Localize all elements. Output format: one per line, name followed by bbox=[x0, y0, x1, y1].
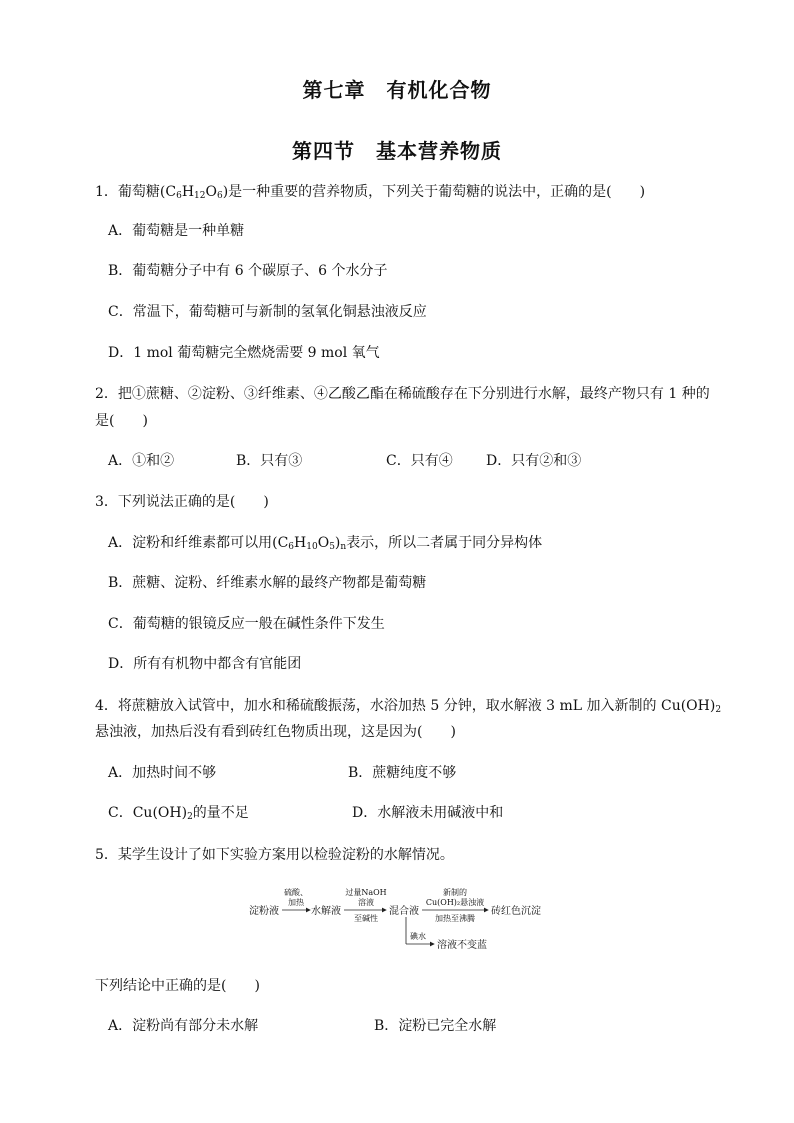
question-3-option-c[interactable]: C．葡萄糖的银镜反应一般在碱性条件下发生 bbox=[108, 616, 385, 632]
question-4-option-b[interactable]: B．蔗糖纯度不够 bbox=[348, 765, 457, 781]
question-4-stem-line2: 悬浊液，加热后没有看到砖红色物质出现，这是因为( ) bbox=[95, 724, 456, 740]
arrow-2-label-top2: 溶液 bbox=[358, 898, 374, 907]
question-2-option-a[interactable]: A．①和② bbox=[108, 453, 175, 469]
question-1-option-a[interactable]: A．葡萄糖是一种单糖 bbox=[108, 223, 245, 239]
question-5-option-b[interactable]: B．淀粉已完全水解 bbox=[374, 1018, 497, 1034]
arrow-4-label: 碘水 bbox=[410, 932, 426, 941]
node-no-blue-color: 溶液不变蓝 bbox=[437, 940, 487, 951]
node-hydrolysate: 水解液 bbox=[311, 906, 341, 917]
question-4-stem-line1: 4．将蔗糖放入试管中，加水和稀硫酸振荡，水浴加热 5 分钟，取水解液 3 mL 加入新制的 $Cu(OH)_2$ bbox=[95, 698, 722, 715]
question-1-option-c[interactable]: C．常温下，葡萄糖可与新制的氢氧化铜悬浊液反应 bbox=[108, 304, 427, 320]
arrow-3-label-bottom: 加热至沸腾 bbox=[435, 914, 475, 923]
question-2-option-d[interactable]: D．只有②和③ bbox=[486, 453, 582, 469]
question-3-option-a[interactable]: A．淀粉和纤维素都可以用$(C_6H_{10}O_5)_n$表示，所以二者属于同分异构体 bbox=[108, 535, 543, 552]
question-5-stem: 5．某学生设计了如下实验方案用以检验淀粉的水解情况。 bbox=[95, 847, 454, 863]
arrow-2-label-bottom: 至碱性 bbox=[354, 914, 378, 923]
question-1-option-b[interactable]: B．葡萄糖分子中有 6 个碳原子、6 个水分子 bbox=[108, 263, 388, 279]
question-5-prompt: 下列结论中正确的是( ) bbox=[95, 978, 260, 994]
arrow-1-label-bottom: 加热 bbox=[288, 898, 304, 907]
chapter-title: 第七章 有机化合物 bbox=[302, 78, 492, 102]
arrow-3-label-top2: Cu(OH)₂悬浊液 bbox=[425, 898, 485, 907]
question-3-option-b[interactable]: B．蔗糖、淀粉、纤维素水解的最终产物都是葡萄糖 bbox=[108, 575, 427, 591]
experiment-flow-diagram bbox=[242, 884, 562, 956]
arrow-1-label-top: 硫酸、 bbox=[284, 888, 308, 897]
arrow-2-label-top1: 过量NaOH bbox=[345, 888, 387, 897]
arrow-3-label-top1: 新制的 bbox=[443, 888, 467, 897]
question-1-option-d[interactable]: D．1 mol 葡萄糖完全燃烧需要 9 mol 氧气 bbox=[108, 345, 380, 361]
question-5-option-a[interactable]: A．淀粉尚有部分未水解 bbox=[108, 1018, 259, 1034]
question-3-option-d[interactable]: D．所有有机物中都含有官能团 bbox=[108, 656, 302, 672]
node-brick-red-precipitate: 砖红色沉淀 bbox=[491, 906, 541, 917]
question-4-option-d[interactable]: D．水解液未用碱液中和 bbox=[352, 805, 504, 821]
question-2-stem-line2: 是( ) bbox=[95, 413, 148, 429]
question-4-option-a[interactable]: A．加热时间不够 bbox=[108, 765, 217, 781]
question-2-stem-line1: 2．把①蔗糖、②淀粉、③纤维素、④乙酸乙酯在稀硫酸存在下分别进行水解，最终产物只有 1 种的 bbox=[95, 386, 710, 402]
question-3-stem: 3．下列说法正确的是( ) bbox=[95, 494, 269, 510]
section-title: 第四节 基本营养物质 bbox=[292, 139, 502, 163]
question-1-stem: 1．葡萄糖$(C_6H_{12}O_6)$是一种重要的营养物质，下列关于葡萄糖的说法中，正确的是( ) bbox=[95, 184, 646, 201]
node-starch-solution: 淀粉液 bbox=[249, 906, 279, 917]
question-2-option-c[interactable]: C．只有④ bbox=[386, 453, 453, 469]
question-2-option-b[interactable]: B．只有③ bbox=[236, 453, 303, 469]
question-4-option-c[interactable]: C．$Cu(OH)_2$的量不足 bbox=[108, 805, 249, 822]
node-mixture: 混合液 bbox=[389, 906, 419, 917]
